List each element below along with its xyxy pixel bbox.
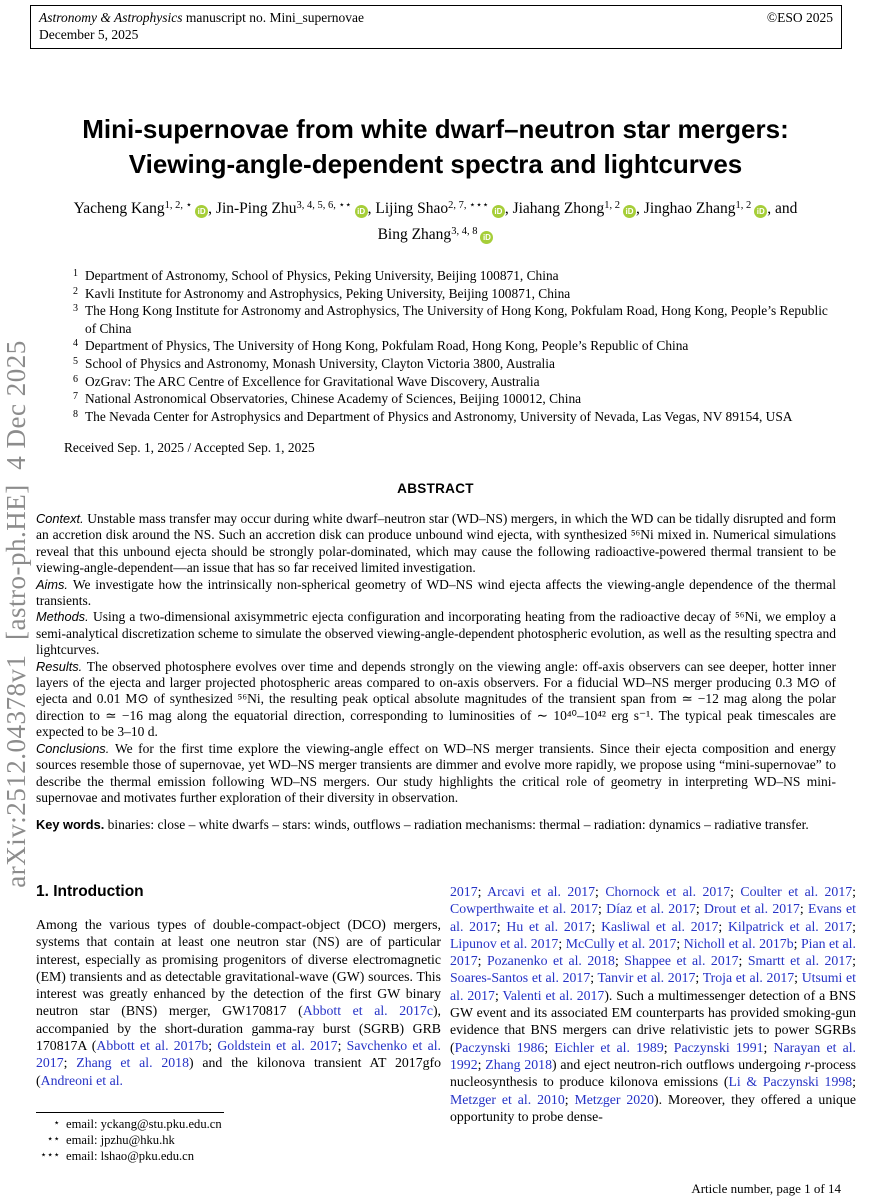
- body-text: ;: [852, 953, 856, 969]
- footnote-text: email: lshao@pku.edu.cn: [66, 1148, 195, 1163]
- citation-link[interactable]: Chornock et al. 2017: [605, 884, 731, 899]
- affiliation-text: The Nevada Center for Astrophysics and Department of Physics and Astronomy, University of Nevada, Las Vegas, NV 89154, USA: [85, 408, 793, 424]
- abstract-paragraph-text: Unstable mass transfer may occur during white dwarf–neutron star (WD–NS) mergers, in which the WD can be tidally disrupted and form an accretion disk around the NS. Such an accretion disk can produce unbound wind ejecta, with synthesized ⁵⁶Ni mixed in. Numerical simulations reveal that this unbound ejecta should be strongly polar-dominated, which may cause the following radioactive-powered thermal transient to be viewing-angle-dependent—an issue that has so far received limited investigation.: [36, 511, 836, 576]
- affiliation-number: 1: [73, 268, 78, 279]
- citation-link[interactable]: Savchenko et al. 2017: [36, 1038, 441, 1071]
- abstract-paragraphs: [36, 511, 836, 806]
- copyright-notice: ©ESO 2025: [766, 10, 833, 25]
- orcid-icon[interactable]: iD: [480, 231, 493, 244]
- keywords-label: Key words.: [36, 817, 105, 832]
- abstract-paragraph: [36, 609, 836, 658]
- body-text: ;: [852, 1074, 856, 1090]
- body-text: ;: [695, 970, 703, 986]
- author-block: [0, 197, 871, 249]
- body-text: ;: [794, 970, 802, 986]
- affiliation-list: [64, 267, 842, 425]
- body-text: ;: [496, 918, 507, 934]
- abstract-heading: ABSTRACT: [397, 481, 474, 496]
- body-text: ;: [676, 935, 684, 951]
- citation-link[interactable]: Kilpatrick et al. 2017: [727, 918, 853, 934]
- author-name: Bing Zhang: [377, 226, 452, 243]
- citation-link[interactable]: Pozanenko et al. 2018: [486, 953, 615, 969]
- affiliation-row: [64, 302, 842, 337]
- abstract-paragraph: [36, 511, 836, 577]
- author-line-1: [0, 197, 871, 223]
- body-text: ;: [477, 884, 488, 899]
- body-text: ;: [337, 1038, 347, 1054]
- intro-column-right: [450, 883, 856, 1125]
- keywords-text: binaries: close – white dwarfs – stars: winds, outflows – radiation mechanisms: thermal – radiation: dynamics – radiative transfer.: [107, 817, 809, 832]
- affiliation-text: The Hong Kong Institute for Astronomy and Astrophysics, The University of Hong Kong, Pokfulam Road, Hong Kong, People’s Republic of China: [85, 303, 828, 336]
- author-name: Jinghao Zhang: [643, 200, 736, 217]
- author-line-2: [0, 223, 871, 249]
- citation-link[interactable]: Troja et al. 2017: [702, 970, 795, 986]
- affiliation-text: National Astronomical Observatories, Chinese Academy of Sciences, Beijing 100012, China: [85, 391, 582, 407]
- affiliation-row: [64, 355, 842, 373]
- body-text: ;: [852, 918, 856, 934]
- affiliation-number: 2: [73, 285, 78, 297]
- footnote-block: [36, 1108, 441, 1164]
- affiliation-row: [64, 267, 842, 285]
- body-text: ;: [494, 987, 503, 1003]
- section-heading-introduction: 1. Introduction: [36, 883, 144, 900]
- intro-paragraph-left: [36, 916, 441, 1089]
- body-text: -process nucleosynthesis to produce kilonova emissions (: [450, 1056, 856, 1090]
- citation-link[interactable]: Drout et al. 2017: [704, 901, 800, 917]
- intro-paragraph-right: [450, 883, 856, 1125]
- affiliation-number: 6: [73, 373, 78, 385]
- footnote-list: [36, 1117, 441, 1164]
- abstract-paragraph: [36, 741, 836, 807]
- italic-text: r: [804, 1056, 811, 1072]
- citation-link[interactable]: Hu et al. 2017: [506, 918, 592, 934]
- body-text: ) and the kilonova transient AT 2017gfo (: [36, 1055, 441, 1088]
- affiliation-number: 7: [73, 391, 78, 403]
- citation-link[interactable]: Narayan et al. 1992: [450, 1039, 856, 1072]
- citation-link[interactable]: Díaz et al. 2017: [606, 901, 696, 917]
- abstract-paragraph-text: Using a two-dimensional axisymmetric ejecta configuration and incorporating heating from the radioactive decay of ⁵⁶Ni, we employ a semi-analytical discretization scheme to simulate the observed viewing-angle-dependent photospheric evolution, as well as the resulting spectra and lightcurves.: [36, 609, 836, 658]
- affiliation-row: [64, 285, 842, 303]
- intro-column-left: [36, 883, 441, 1089]
- arxiv-stamp: arXiv:2512.04378v1 [astro-ph.HE] 4 Dec 2025: [1, 340, 31, 888]
- citation-link[interactable]: Kasliwal et al. 2017: [601, 918, 719, 934]
- citation-link[interactable]: Valenti et al. 2017: [502, 987, 605, 1003]
- body-text: ;: [63, 1055, 77, 1071]
- footnote-row: [36, 1133, 441, 1149]
- body-text: ;: [590, 970, 598, 986]
- abstract-paragraph-label: Context.: [36, 511, 88, 526]
- affiliation-text: Kavli Institute for Astronomy and Astrophysics, Peking University, Beijing 100871, China: [85, 285, 571, 301]
- body-text: ;: [799, 901, 809, 917]
- author-superscript: 1, 2, ⋆: [164, 200, 193, 211]
- body-text: Among the various types of double-compact-object (DCO) mergers, systems that contain at least one neutron star (NS) are of particular interest, especially as promising progenitors of diverse electromagnetic (EM) transients and as detectable gravitational-wave (GW) sources. This interest was greatly enhanced by the detection of the first GW binary neutron star (BNS) merger, GW170817 (: [36, 917, 441, 1019]
- orcid-icon[interactable]: iD: [754, 205, 767, 218]
- author-superscript: 2, 7, ⋆⋆⋆: [448, 200, 489, 211]
- manuscript-number: manuscript no. Mini_supernovae: [182, 10, 364, 25]
- manuscript-info: [39, 9, 364, 26]
- body-text: ;: [477, 953, 487, 969]
- author-name: Jin-Ping Zhu: [215, 200, 297, 217]
- body-text: ;: [793, 935, 801, 951]
- body-text: ;: [564, 1091, 575, 1107]
- citation-link[interactable]: Coulter et al. 2017: [740, 884, 853, 899]
- citation-link[interactable]: Goldstein et al. 2017: [217, 1038, 338, 1054]
- citation-link[interactable]: Zhang 2018: [485, 1056, 552, 1072]
- abstract-paragraph-label: Results.: [36, 658, 87, 674]
- author-superscript: 3, 4, 5, 6, ⋆⋆: [296, 200, 352, 211]
- affiliation-row: [64, 390, 842, 408]
- citation-link[interactable]: Tanvir et al. 2017: [597, 970, 696, 986]
- body-text: ;: [852, 884, 856, 899]
- footnote-rule: [36, 1112, 224, 1113]
- footnote-marker: ⋆⋆⋆: [40, 1149, 60, 1161]
- orcid-icon[interactable]: iD: [355, 205, 368, 218]
- body-text: ;: [718, 918, 728, 934]
- body-text: ). Such a multimessenger detection of a BNS GW event and its associated EM counterparts has provided smoking-gun evidence that BNS mergers can drive relativistic jets to power SGRBs (: [450, 987, 856, 1055]
- citation-link[interactable]: Li & Paczynski 1998: [728, 1074, 853, 1090]
- body-text: ;: [558, 935, 566, 951]
- footnote-marker: ⋆: [53, 1118, 60, 1129]
- body-text: ;: [614, 953, 625, 969]
- body-text: ;: [663, 1039, 674, 1055]
- citation-link[interactable]: Paczynski 1991: [673, 1039, 764, 1055]
- affiliation-number: 5: [73, 355, 78, 367]
- author-name: Yacheng Kang: [73, 200, 165, 217]
- body-text: ;: [738, 953, 748, 969]
- body-text: ), accompanied by the short-duration gamma-ray burst (SGRB) GRB 170817A (: [36, 1003, 441, 1054]
- citation-link[interactable]: Shappee et al. 2017: [624, 953, 739, 969]
- footnote-text: email: yckang@stu.pku.edu.cn: [66, 1117, 222, 1131]
- abstract-paragraph-label: Aims.: [36, 576, 73, 592]
- author-separator: ,: [367, 200, 376, 217]
- body-text: ;: [763, 1039, 774, 1055]
- title-line-1: Mini-supernovae from white dwarf–neutron star mergers:: [82, 114, 789, 144]
- body-text: ). Moreover, they offered a unique opportunity to probe dense-: [450, 1091, 856, 1124]
- body-text: ;: [695, 901, 704, 917]
- citation-link[interactable]: Smartt et al. 2017: [747, 953, 853, 969]
- abstract-paragraph: [36, 659, 836, 741]
- journal-name: Astronomy & Astrophysics: [39, 10, 183, 25]
- citation-link[interactable]: Metzger 2020: [574, 1091, 654, 1107]
- affiliation-number: 3: [73, 303, 78, 315]
- abstract-paragraph-label: Conclusions.: [36, 740, 115, 756]
- body-text: ;: [544, 1039, 555, 1055]
- affiliation-row: [64, 408, 842, 426]
- citation-link[interactable]: Lipunov et al. 2017: [450, 935, 559, 951]
- author-name: Jiahang Zhong: [512, 200, 605, 217]
- author-name: Lijing Shao: [375, 200, 449, 217]
- citation-link[interactable]: Utsumi et al. 2017: [450, 970, 856, 1003]
- citation-link[interactable]: Zhang et al. 2018: [76, 1055, 189, 1071]
- orcid-icon[interactable]: iD: [492, 205, 505, 218]
- body-text: ;: [208, 1038, 218, 1054]
- manuscript-header-box: [30, 5, 842, 49]
- affiliation-number: 4: [73, 338, 78, 350]
- footnote-row: [36, 1149, 441, 1165]
- footnote-row: [36, 1117, 441, 1133]
- page-title: [0, 112, 871, 182]
- citation-link[interactable]: 2017: [450, 884, 478, 899]
- author-separator: ,: [636, 200, 644, 217]
- citation-link[interactable]: Andreoni et al.: [40, 1072, 123, 1088]
- author-separator: ,: [208, 200, 216, 217]
- citation-link[interactable]: Arcavi et al. 2017: [487, 884, 596, 899]
- keywords-block: [36, 817, 836, 834]
- orcid-icon[interactable]: iD: [623, 205, 636, 218]
- abstract-paragraph-text: We for the first time explore the viewing-angle effect on WD–NS merger transients. Since their ejecta composition and energy sources resemble those of supernovae, yet WD–NS merger transients are dimmer and evolve more rapidly, we propose using “mini-supernovae” to describe the thermal emission following WD–NS mergers. Our study highlights the critical role of geometry in interpreting WD–NS mini-supernovae and motivates further exploration of their diversity in observation.: [36, 740, 836, 805]
- abstract-paragraph: [36, 577, 836, 610]
- footnote-text: email: jpzhu@hku.hk: [66, 1132, 175, 1147]
- body-text: ;: [730, 884, 741, 899]
- manuscript-date: December 5, 2025: [39, 27, 139, 42]
- citation-link[interactable]: Abbott et al. 2017c: [302, 1003, 433, 1019]
- citation-link[interactable]: McCully et al. 2017: [565, 935, 677, 951]
- author-separator: , and: [767, 200, 798, 217]
- author-superscript: 1, 2: [604, 200, 621, 211]
- affiliation-text: OzGrav: The ARC Centre of Excellence for Gravitational Wave Discovery, Australia: [85, 373, 540, 389]
- citation-link[interactable]: Metzger et al. 2010: [450, 1091, 565, 1107]
- affiliation-row: [64, 337, 842, 355]
- article-number: Article number, page 1 of 14: [691, 1181, 841, 1196]
- body-text: ;: [595, 884, 606, 899]
- author-superscript: 3, 4, 8: [451, 226, 478, 237]
- citation-link[interactable]: Abbott et al. 2017b: [96, 1038, 209, 1054]
- abstract-paragraph-label: Methods.: [36, 609, 93, 625]
- abstract-paragraph-text: We investigate how the intrinsically non-spherical geometry of WD–NS wind ejecta affects the viewing-angle dependence of the thermal transients.: [36, 576, 836, 609]
- affiliation-text: Department of Astronomy, School of Physics, Peking University, Beijing 100871, China: [85, 268, 559, 283]
- citation-link[interactable]: Eichler et al. 1989: [554, 1039, 664, 1055]
- affiliation-text: School of Physics and Astronomy, Monash University, Clayton Victoria 3800, Australia: [85, 355, 555, 371]
- received-accepted: Received Sep. 1, 2025 / Accepted Sep. 1, 2025: [64, 440, 315, 455]
- citation-link[interactable]: Paczynski 1986: [454, 1039, 545, 1055]
- body-text: ;: [598, 901, 607, 917]
- citation-link[interactable]: Soares-Santos et al. 2017: [450, 970, 591, 986]
- body-text: ) and eject neutron-rich outflows undergoing: [551, 1056, 805, 1072]
- author-separator: ,: [504, 200, 513, 217]
- body-text: ;: [591, 918, 602, 934]
- abstract-paragraph-text: The observed photosphere evolves over time and depends strongly on the viewing angle: off-axis observers can see deeper, hotter inner layers of the ejecta and larger projected photospheric areas compared to on-axis observers. For a fiducial WD–NS merger producing 0.3 M⊙ of ejecta and 0.01 M⊙ of synthesized ⁵⁶Ni, the resulting peak optical absolute magnitudes of the transient span from ≃ −12 mag along the polar direction to ≃ −16 mag along the equatorial direction, corresponding to luminosities of ∼ 10⁴⁰–10⁴² erg s⁻¹. The typical peak timescales are expected to be 3–10 d.: [36, 658, 836, 740]
- affiliation-row: [64, 373, 842, 391]
- title-line-2: Viewing-angle-dependent spectra and lightcurves: [128, 149, 743, 179]
- body-text: ;: [477, 1056, 486, 1072]
- author-superscript: 1, 2: [735, 200, 752, 211]
- affiliation-number: 8: [73, 408, 78, 420]
- affiliation-text: Department of Physics, The University of Hong Kong, Pokfulam Road, Hong Kong, People’s Republic of China: [85, 338, 689, 354]
- citation-link[interactable]: Evans et al. 2017: [450, 901, 856, 934]
- footnote-marker: ⋆⋆: [46, 1133, 60, 1145]
- orcid-icon[interactable]: iD: [195, 205, 208, 218]
- citation-link[interactable]: Pian et al. 2017: [450, 935, 856, 969]
- citation-link[interactable]: Cowperthwaite et al. 2017: [450, 901, 599, 917]
- citation-link[interactable]: Nicholl et al. 2017b: [683, 935, 794, 951]
